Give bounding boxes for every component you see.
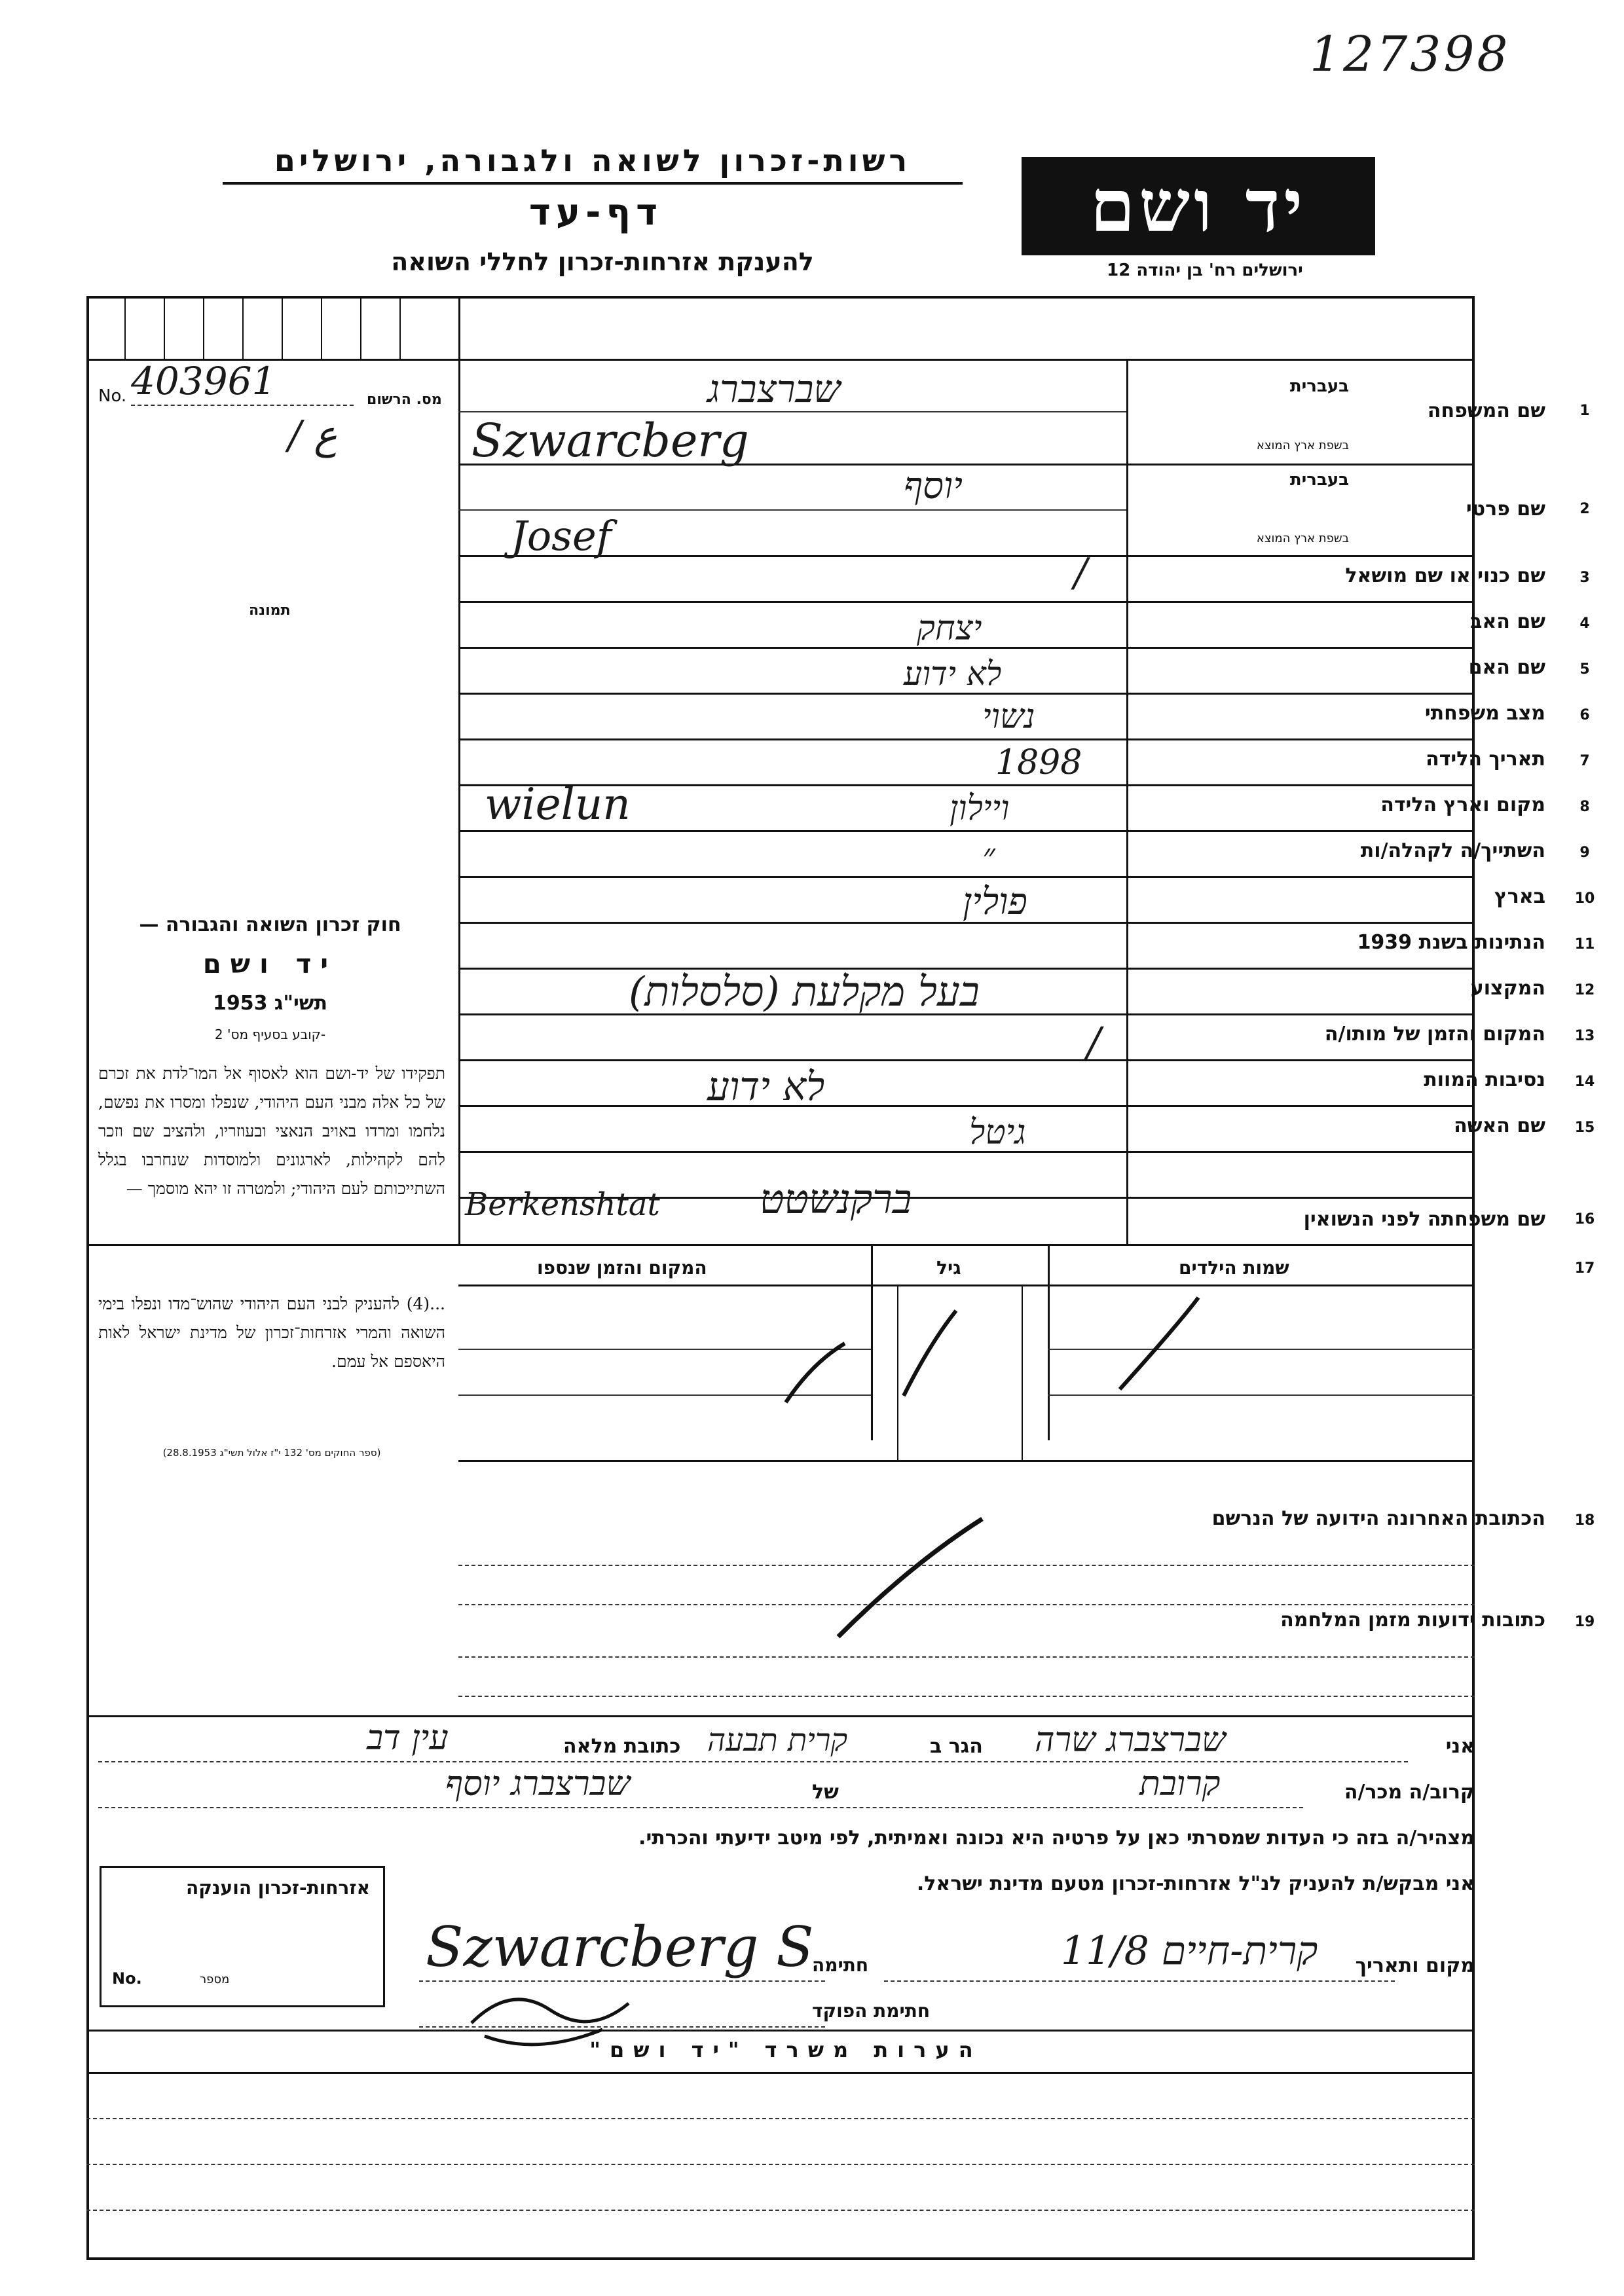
field-9-value[interactable]: ״ bbox=[982, 837, 995, 876]
field-4-number: 4 bbox=[1579, 615, 1590, 632]
field-16-value-latin[interactable]: Berkenshtat bbox=[465, 1186, 660, 1223]
field-2-number: 2 bbox=[1579, 501, 1590, 517]
law-text-1: תפקידו של יד-ושם הוא לאסוף אל המו־לדת את זכרם של כל אלה מבני העם היהודי, שנפלו ומסרו את נפשם, נלחמו ומרדו באויב הנאצי ובעוזריו, ולהציב שם וזכר להם לקהילות, לארגונים ולמוסדות שנחרבו בגלל השתייכותם לעם היהודי; ולמטרה זו יהא מוסמך — bbox=[98, 1064, 445, 1198]
logo-text: יד ושם bbox=[1090, 164, 1307, 248]
photo-label: תמונה bbox=[249, 602, 291, 619]
field-7-label: תאריך הלידה bbox=[1426, 748, 1545, 771]
field-5-value[interactable]: לא ידוע bbox=[904, 655, 1002, 693]
field-2-value-latin[interactable]: Josef bbox=[511, 512, 612, 560]
declaration-place[interactable]: קרית תבעה bbox=[707, 1722, 848, 1758]
authority-title: רשות-זכרון לשואה ולגבורה, ירושלים bbox=[223, 143, 963, 185]
declaration-line2-b: של bbox=[812, 1781, 839, 1804]
law-reference: -קובע בסעיף מס' 2 bbox=[214, 1027, 326, 1042]
children-column-age: גיל bbox=[936, 1257, 961, 1279]
field-13-value[interactable]: / bbox=[1087, 1018, 1101, 1066]
field-19-label: כתובות ידועות מזמן המלחמה bbox=[1280, 1609, 1545, 1631]
declaration-line2-a: קרוב/ה מכר/ה bbox=[1344, 1781, 1475, 1804]
field-14-number: 14 bbox=[1574, 1074, 1595, 1090]
stamp-box-number-label: מספר bbox=[200, 1973, 230, 1986]
field-5-number: 5 bbox=[1579, 661, 1590, 678]
field-12-value[interactable]: בעל מקלעת (סלסלות) bbox=[629, 968, 980, 1015]
field-16-number: 16 bbox=[1574, 1211, 1595, 1228]
field-17-number: 17 bbox=[1574, 1260, 1595, 1277]
registration-no: 403961 bbox=[131, 359, 276, 403]
children-column-place: המקום והזמן שנספו bbox=[537, 1257, 707, 1279]
field-15-number: 15 bbox=[1574, 1120, 1595, 1136]
declaration-request: אני מבקש/ת להעניק לנ"ל אזרחות-זכרון מטעם מדינת ישראל. bbox=[916, 1872, 1475, 1895]
archive-number: 127398 bbox=[1310, 26, 1511, 82]
declaration-line1-a: אני bbox=[1445, 1735, 1475, 1758]
citizenship-stamp-box bbox=[100, 1866, 385, 2007]
stamp-box-number-prefix: No. bbox=[112, 1969, 142, 1988]
law-text-2: ...(4) להעניק לבני העם היהודי שהוש־מדו ונפלו בימי השואה והמרי אזרחות־זכרון של מדינת ישראל לאות היאספם אל עמם. bbox=[98, 1294, 445, 1371]
field-9-label: השתייך/ה לקהלה/ות bbox=[1360, 839, 1545, 862]
field-3-label: שם כנוי או שם מושאל bbox=[1345, 564, 1545, 587]
field-2-value-hebrew[interactable]: יוסף bbox=[904, 465, 963, 507]
field-2-label: שם פרטי bbox=[1466, 498, 1545, 520]
children-column-names: שמות הילדים bbox=[1179, 1257, 1289, 1279]
field-4-value[interactable]: יצחק bbox=[917, 609, 982, 648]
signature-label: חתימה bbox=[812, 1954, 869, 1976]
declaration-line1-c: כתובת מלאה bbox=[563, 1735, 681, 1758]
field-8-number: 8 bbox=[1579, 799, 1590, 815]
field-14-value[interactable]: לא ידוע bbox=[707, 1064, 825, 1110]
law-footnote: (ספר החוקים מס' 132 י"ז אלול תשי"ג 28.8.1953) bbox=[162, 1447, 381, 1459]
field-2-sub-top: בעברית bbox=[1289, 470, 1349, 490]
field-13-label: המקום והזמן של מותו/ה bbox=[1324, 1023, 1545, 1046]
registration-mark: / ع bbox=[288, 412, 338, 458]
field-11-label: הנתינות בשנת 1939 bbox=[1357, 931, 1545, 954]
field-9-number: 9 bbox=[1579, 845, 1590, 861]
label-column-divider bbox=[1126, 359, 1128, 1244]
field-16-label: שם משפחתה לפני הנשואין bbox=[1303, 1208, 1545, 1231]
declaration-line1-b: הגר ב bbox=[930, 1735, 983, 1758]
field-7-value[interactable]: 1898 bbox=[995, 743, 1082, 782]
field-8-value[interactable]: ויילון bbox=[950, 789, 1010, 828]
field-12-label: המקצוע bbox=[1470, 977, 1545, 1000]
law-name: יד ושם bbox=[202, 949, 338, 979]
field-7-number: 7 bbox=[1579, 753, 1590, 769]
field-3-number: 3 bbox=[1579, 570, 1590, 586]
registration-label: מס. הרשום bbox=[367, 392, 442, 408]
field-15-label: שם האשה bbox=[1454, 1114, 1545, 1137]
field-16-value[interactable]: ברקנשטט bbox=[760, 1175, 912, 1223]
field-10-number: 10 bbox=[1574, 890, 1595, 907]
field-18-label: הכתובת האחרונה הידועה של הנרשם bbox=[1211, 1507, 1545, 1530]
field-5-label: שם האם bbox=[1468, 656, 1545, 679]
field-13-number: 13 bbox=[1574, 1028, 1595, 1044]
logo-address: ירושלים רח' בן יהודה 12 bbox=[1107, 261, 1303, 280]
declaration-subject-name[interactable]: שברצברג יוסף bbox=[445, 1764, 631, 1804]
declaration-name[interactable]: שברצברג שרה bbox=[1035, 1721, 1226, 1760]
field-11-number: 11 bbox=[1574, 936, 1595, 953]
declaration-statement: מצהיר/ה בזה כי העדות שמסרתי כאן על פרטיה היא נכונה ואמיתית, לפי מיטב ידיעתי והכרתי. bbox=[638, 1827, 1475, 1850]
field-1-number: 1 bbox=[1579, 403, 1590, 419]
field-1-sub-bottom: בשפת ארץ המוצא bbox=[1256, 439, 1349, 452]
stamp-box-title: אזרחות-זכרון הוענקה bbox=[186, 1877, 370, 1899]
field-8-value-latin[interactable]: wielun bbox=[485, 779, 631, 829]
field-1-label: שם המשפחה bbox=[1427, 399, 1545, 422]
field-2-sub-bottom: בשפת ארץ המוצא bbox=[1256, 532, 1349, 545]
field-10-value[interactable]: פולין bbox=[963, 881, 1027, 923]
form-title: דף-עד bbox=[528, 191, 663, 234]
field-12-number: 12 bbox=[1574, 982, 1595, 998]
place-date-label: מקום ותאריך bbox=[1355, 1954, 1475, 1977]
law-title: חוק זכרון השואה והגבורה — bbox=[139, 913, 401, 936]
field-6-label: מצב משפחתי bbox=[1424, 702, 1545, 725]
place-date-value[interactable]: קרית-חיים 11/8 bbox=[1061, 1928, 1318, 1974]
left-column-divider bbox=[458, 359, 460, 1244]
office-notes-title: הערות משרד "יד ושם" bbox=[589, 2037, 982, 2062]
registration-no-prefix: No. bbox=[98, 386, 127, 406]
field-19-number: 19 bbox=[1574, 1614, 1595, 1630]
field-15-value[interactable]: גיטל bbox=[969, 1113, 1026, 1152]
law-year: תשי"ג 1953 bbox=[212, 992, 328, 1015]
field-1-sub-top: בעברית bbox=[1289, 376, 1349, 396]
field-1-value-latin[interactable]: Szwarcberg bbox=[471, 414, 749, 467]
field-6-value[interactable]: נשוי bbox=[982, 697, 1035, 737]
yad-vashem-logo bbox=[1022, 157, 1375, 255]
signature-value[interactable]: Szwarcberg S bbox=[426, 1915, 814, 1979]
declaration-address[interactable]: עין דב bbox=[367, 1719, 449, 1758]
field-14-label: נסיבות המוות bbox=[1424, 1068, 1545, 1091]
field-18-number: 18 bbox=[1574, 1512, 1595, 1529]
field-10-label: בארץ bbox=[1494, 885, 1545, 908]
field-6-number: 6 bbox=[1579, 707, 1590, 723]
officer-signature-label: חתימת הפוקד bbox=[812, 2000, 931, 2022]
field-8-label: מקום וארץ הלידה bbox=[1380, 793, 1545, 816]
field-3-value[interactable]: / bbox=[1074, 550, 1088, 596]
form-subtitle: להענקת אזרחות-זכרון לחללי השואה bbox=[391, 247, 814, 276]
children-empty-strokes bbox=[458, 1285, 1475, 1461]
field-1-value-hebrew[interactable]: שברצברג bbox=[707, 367, 841, 411]
declaration-relation[interactable]: קרובת bbox=[1139, 1764, 1221, 1804]
address-empty-strokes bbox=[819, 1499, 1015, 1656]
field-4-label: שם האב bbox=[1470, 610, 1545, 633]
